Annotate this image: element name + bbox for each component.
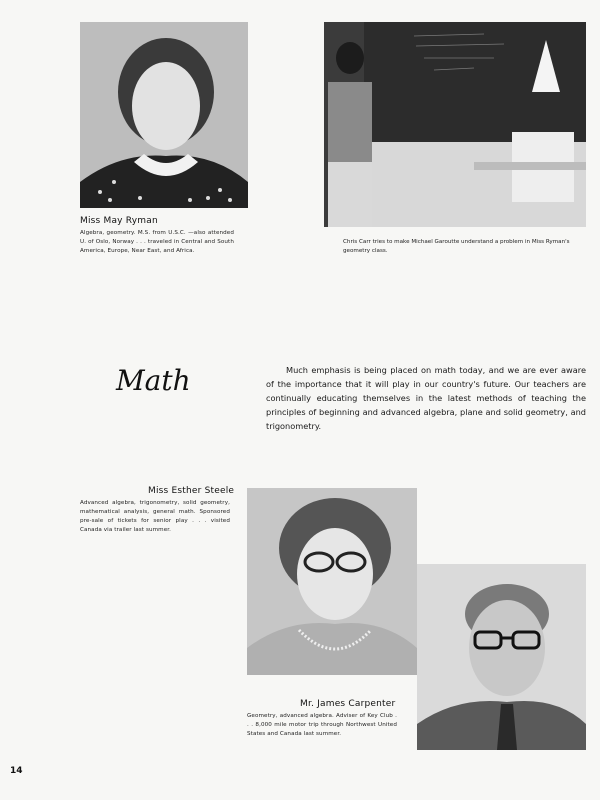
classroom-caption: Chris Carr tries to make Michael Garoutte understand a problem in Miss Ryman's geometry class. xyxy=(343,239,570,254)
page-number: 14 xyxy=(10,766,23,776)
photo-may-ryman xyxy=(80,22,248,208)
teacher-bio-steele: Advanced algebra, trigonometry, solid geometry, mathematical analysis, general math. Sponsored pre-sale of tickets for senior play . . . visited Canada via trailer last summer. xyxy=(80,500,230,533)
teacher-bio-carpenter: Geometry, advanced algebra. Adviser of Key Club . . . 8,000 mile motor trip through Northwest United States and Canada last summer. xyxy=(247,713,397,737)
section-title: Math xyxy=(116,364,191,397)
photo-geometry-classroom xyxy=(324,22,586,227)
teacher-name-carpenter: Mr. James Carpenter xyxy=(300,699,396,709)
teacher-bio-ryman: Algebra, geometry. M.S. from U.S.C. —also attended U. of Oslo, Norway . . . traveled in Central and South America, Europe, Near East, and Africa. xyxy=(80,230,234,254)
teacher-name-ryman: Miss May Ryman xyxy=(80,216,158,226)
photo-esther-steele xyxy=(247,488,417,675)
photo-james-carpenter xyxy=(417,564,586,750)
teacher-name-steele: Miss Esther Steele xyxy=(148,486,235,496)
intro-paragraph: Much emphasis is being placed on math today, and we are ever aware of the importance that it will play in our country's future. Our teachers are continually educating themselves in the latest methods of teaching the principles of beginning and advanced algebra, plane and solid geometry, and trigonometry. xyxy=(266,365,586,431)
